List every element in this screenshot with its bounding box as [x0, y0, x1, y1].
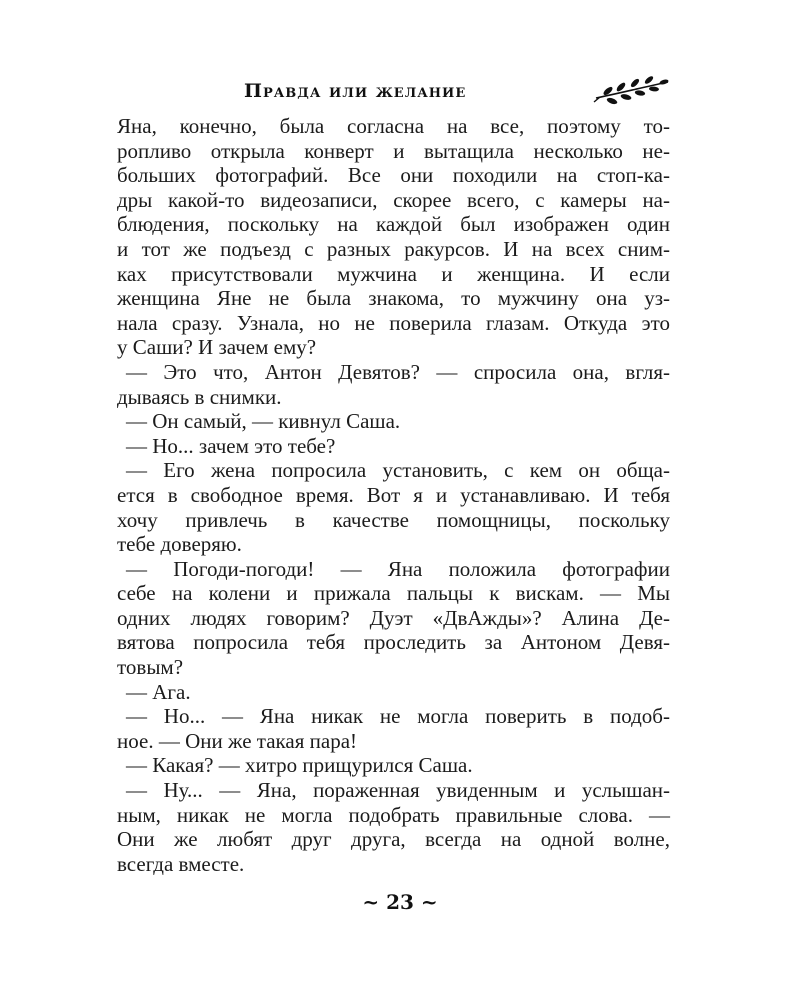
text-line: — Он самый, — кивнул Саша.: [126, 409, 401, 434]
text-line: нала сразу. Узнала, но не поверила глазам. Откуда это: [117, 310, 670, 335]
text-line: у Саши? И зачем ему?: [117, 335, 317, 360]
text-line: — Это что, Антон Девятов? — спросила она, вгля-: [126, 359, 670, 384]
text-line: и тот же подъезд с разных ракурсов. И на всех сним-: [117, 236, 670, 261]
text-line: женщина Яне не была знакома, то мужчину она уз-: [117, 286, 670, 311]
laurel-branch-icon: [592, 76, 672, 106]
text-line: — Погоди-погоди! — Яна положила фотографии: [126, 556, 670, 581]
text-line: тебе доверяю.: [117, 532, 242, 557]
text-line: — Ну... — Яна, пораженная увиденным и услышан-: [126, 778, 670, 803]
text-line: Они же любят друг друга, всегда на одной волне,: [117, 827, 670, 852]
text-line: — Его жена попросила установить, с кем он обща-: [126, 458, 670, 483]
body-text: [117, 114, 670, 876]
text-line: Яна, конечно, была согласна на все, поэтому то-: [117, 114, 670, 138]
text-line: ным, никак не могла подобрать правильные слова. —: [117, 802, 670, 827]
text-line: всегда вместе.: [117, 851, 245, 876]
text-line: дываясь в снимки.: [117, 384, 282, 409]
text-line: блюдения, поскольку на каждой был изображен один: [117, 212, 670, 237]
text-line: дры какой-то видеозаписи, скорее всего, с камеры на-: [117, 187, 670, 212]
text-line: хочу привлечь в качестве помощницы, поскольку: [117, 507, 670, 532]
text-line: — Ага.: [126, 679, 191, 704]
text-line: одних людях говорим? Дуэт «ДвАжды»? Алина Де-: [117, 605, 670, 630]
text-line: товым?: [117, 655, 184, 680]
text-line: ется в свободное время. Вот я и устанавливаю. И тебя: [117, 482, 670, 507]
text-line: ное. — Они же такая пара!: [117, 728, 358, 753]
text-line: — Но... — Яна никак не могла поверить в подоб-: [126, 704, 670, 729]
text-line: — Но... зачем это тебе?: [126, 433, 336, 458]
running-head: [0, 76, 800, 108]
text-line: себе на колени и прижала пальцы к вискам. — Мы: [117, 581, 670, 606]
text-line: — Какая? — хитро прищурился Саша.: [126, 753, 473, 778]
text-line: больших фотографий. Все они походили на стоп-ка-: [117, 163, 670, 188]
text-line: вятова попросила тебя проследить за Антоном Девя-: [117, 630, 670, 655]
text-line: ках присутствовали мужчина и женщина. И если: [117, 261, 670, 286]
text-line: ропливо открыла конверт и вытащила несколько не-: [117, 138, 670, 163]
running-title: Правда или желание: [244, 80, 467, 102]
page-number: ~ 23 ~: [362, 890, 438, 914]
